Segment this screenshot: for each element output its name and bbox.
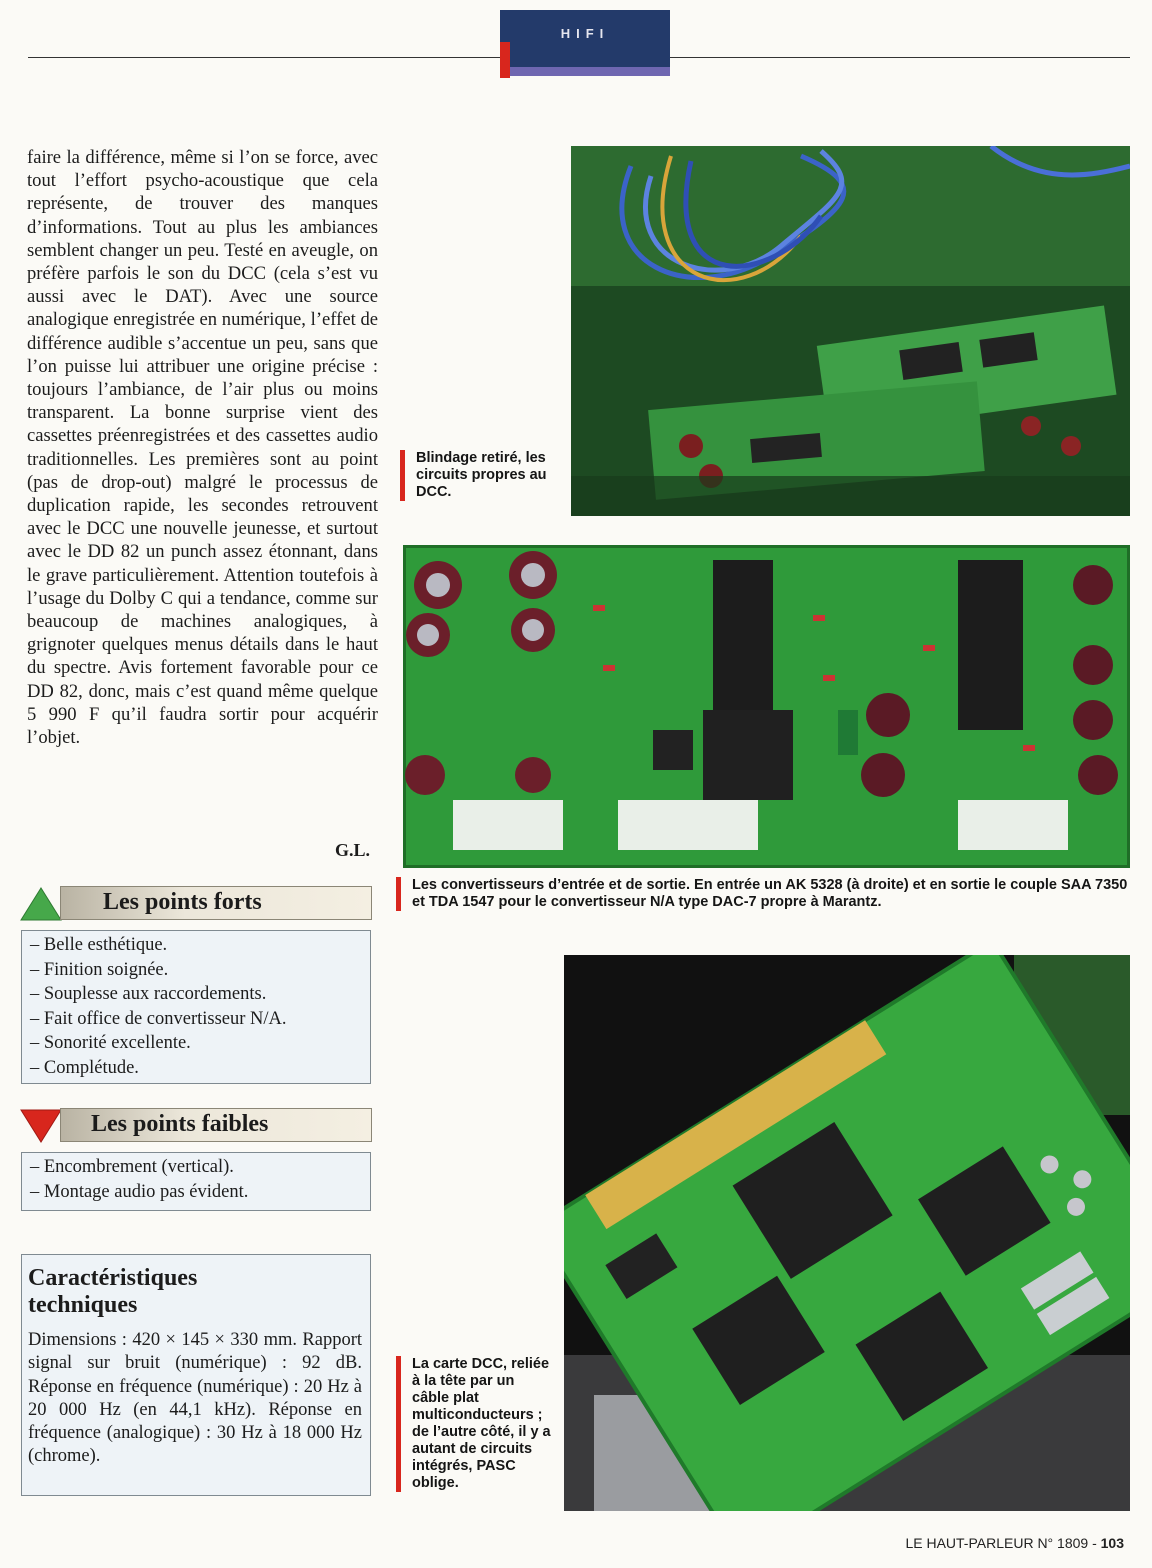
article-body: faire la différence, même si l’on se force, avec tout l’effort psycho-acoustique que cela représente, de trouver des manques d’informations. Tout au plus les ambiances semblent changer un peu. Testé en aveugle, on préfère parfois le son du DCC (cela s’est vu aussi avec le DAT). Avec une source analogique enregistrée en numérique, l’effet de différence audible s’accentue un peu, sans que l’on puisse lui attribuer une origine précise : toujours l’ambiance, de l’air plus ou moins transparent. La bonne surprise vient des cassettes préenregistrées et des cassettes audio traditionnelles. Les premières sont au point (pas de drop-out) malgré le processus de duplication rapide, les secondes retrouvent avec le DCC une nouvelle jeunesse, et surtout avec le DD 82 un punch assez étonnant, dans le grave particulièrement. Attention toutefois à l’usage du Dolby C qui a tendance, comme sur beaucoup de machines analogiques, à grignoter quelques menus détails dans le haut du spectre. Avis fortement favorable pour ce DD 82, donc, mais c’est quand même quelque 5 990 F qu’il faudra sortir pour acquérir l’objet. xyxy=(27,147,378,749)
section-tab xyxy=(500,10,670,68)
caption-photo1: Blindage retiré, les circuits propres au DCC. xyxy=(400,450,566,501)
weak-points-list xyxy=(21,1152,371,1211)
list-item: – Fait office de convertisseur N/A. xyxy=(30,1008,287,1029)
section-tab-red-mark xyxy=(500,42,510,78)
specs-title xyxy=(28,1265,197,1319)
author-signature: G.L. xyxy=(335,840,371,860)
list-item: – Sonorité excellente. xyxy=(30,1033,191,1053)
list-item: – Belle esthétique. xyxy=(30,935,168,955)
specs-title-line2: techniques xyxy=(28,1292,138,1318)
list-item: – Complétude. xyxy=(30,1057,139,1078)
strong-points-list xyxy=(21,930,371,1084)
specs-title-line1: Caractéristiques xyxy=(28,1265,198,1291)
list-item: – Encombrement (vertical). xyxy=(30,1157,234,1177)
specs-text: Dimensions : 420 × 145 × 330 mm. Rapport signal sur bruit (numérique) : 92 dB. Réponse en fréquence (numérique) : 20 Hz à 20 000 Hz (en 44,1 kHz). Réponse en fréquence (analogique) : 30 Hz à 18 000 Hz (chrome). xyxy=(28,1330,362,1467)
list-item: – Finition soignée. xyxy=(30,959,169,980)
photo-converter-board xyxy=(403,545,1130,868)
strong-points-title xyxy=(60,886,372,920)
footer-magazine: LE HAUT-PARLEUR N° 1809 - xyxy=(905,1535,1101,1551)
photo-circuits-dcc xyxy=(571,146,1130,516)
section-label: HIFI xyxy=(560,26,610,41)
photo-dcc-card xyxy=(564,955,1130,1511)
list-item: – Montage audio pas évident. xyxy=(30,1181,249,1202)
weak-points-title xyxy=(60,1108,372,1142)
caption-photo3: La carte DCC, reliée à la tête par un câble plat multiconducteurs ; de l’autre côté, il y a autant de circuits intégrés, PASC oblige. xyxy=(396,1356,552,1492)
strong-points-title-text: Les points forts xyxy=(103,889,262,915)
specs-box xyxy=(21,1254,371,1496)
red-down-triangle-icon xyxy=(19,1108,63,1144)
green-up-triangle-icon xyxy=(19,886,63,922)
page-footer xyxy=(905,1535,1124,1551)
page-number: 103 xyxy=(1100,1535,1124,1551)
caption-photo2: Les convertisseurs d’entrée et de sortie. En entrée un AK 5328 (à droite) et en sortie le couple SAA 7350 et TDA 1547 pour le convertisseur N/A type DAC-7 propre à Marantz. xyxy=(396,877,1130,911)
weak-points-title-text: Les points faibles xyxy=(91,1111,269,1137)
list-item: – Souplesse aux raccordements. xyxy=(30,984,267,1004)
section-tab-stripe xyxy=(510,67,670,76)
